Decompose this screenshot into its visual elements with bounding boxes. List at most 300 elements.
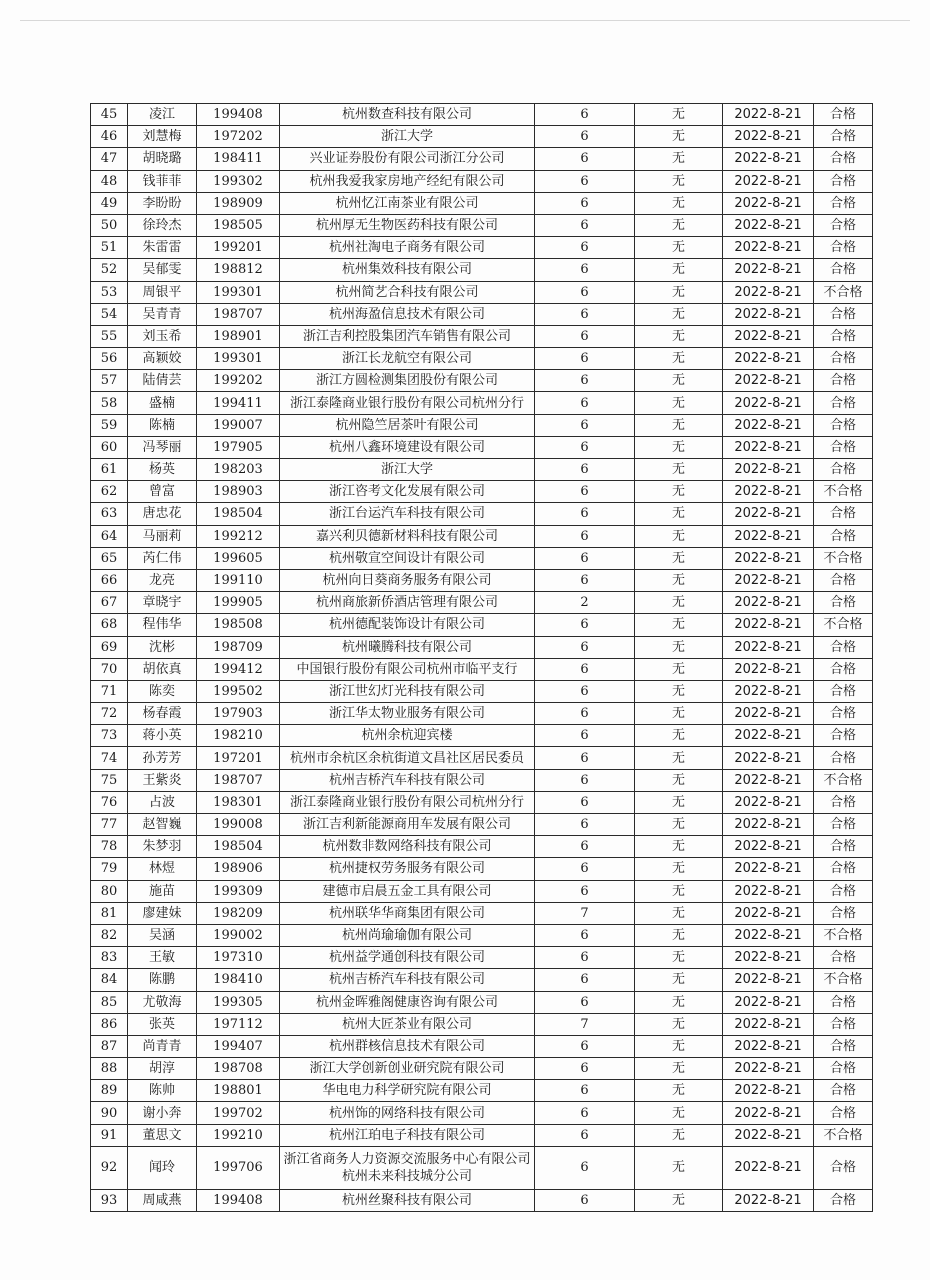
- exam-date: 2022-8-21: [723, 658, 814, 680]
- page-top-edge: [20, 20, 910, 21]
- person-name: 凌江: [128, 104, 197, 126]
- birth-date: 199002: [197, 924, 280, 946]
- exam-date: 2022-8-21: [723, 325, 814, 347]
- person-name: 杨春霞: [128, 703, 197, 725]
- class-hours: 6: [535, 858, 635, 880]
- birth-date: 199305: [197, 991, 280, 1013]
- absence-status: 无: [635, 214, 723, 236]
- birth-date: 198210: [197, 725, 280, 747]
- work-unit: 杭州海盈信息技术有限公司: [280, 303, 535, 325]
- exam-result: 合格: [814, 791, 873, 813]
- class-hours: 6: [535, 1102, 635, 1124]
- absence-status: 无: [635, 237, 723, 259]
- work-unit: 杭州忆江南茶业有限公司: [280, 192, 535, 214]
- exam-date: 2022-8-21: [723, 569, 814, 591]
- table-row: [91, 392, 873, 414]
- exam-result: 合格: [814, 902, 873, 924]
- table-row: [91, 769, 873, 791]
- person-name: 程伟华: [128, 614, 197, 636]
- exam-result: 合格: [814, 725, 873, 747]
- exam-date: 2022-8-21: [723, 148, 814, 170]
- person-name: 吴涵: [128, 924, 197, 946]
- absence-status: 无: [635, 481, 723, 503]
- absence-status: 无: [635, 658, 723, 680]
- absence-status: 无: [635, 836, 723, 858]
- exam-date: 2022-8-21: [723, 969, 814, 991]
- class-hours: 6: [535, 747, 635, 769]
- class-hours: 6: [535, 1189, 635, 1211]
- absence-status: 无: [635, 1013, 723, 1035]
- table-row: [91, 569, 873, 591]
- person-name: 杨英: [128, 459, 197, 481]
- class-hours: 6: [535, 1080, 635, 1102]
- birth-date: 198707: [197, 303, 280, 325]
- row-number: 62: [91, 481, 128, 503]
- exam-result: 合格: [814, 192, 873, 214]
- work-unit: 杭州吉桥汽车科技有限公司: [280, 969, 535, 991]
- exam-date: 2022-8-21: [723, 947, 814, 969]
- table-row: [91, 969, 873, 991]
- birth-date: 199202: [197, 370, 280, 392]
- person-name: 吴郁雯: [128, 259, 197, 281]
- exam-date: 2022-8-21: [723, 880, 814, 902]
- exam-result: 合格: [814, 836, 873, 858]
- table-row: [91, 1035, 873, 1057]
- row-number: 49: [91, 192, 128, 214]
- person-name: 章晓宇: [128, 592, 197, 614]
- birth-date: 199302: [197, 170, 280, 192]
- exam-date: 2022-8-21: [723, 725, 814, 747]
- table-row: [91, 503, 873, 525]
- class-hours: 6: [535, 547, 635, 569]
- class-hours: 6: [535, 658, 635, 680]
- exam-result: 不合格: [814, 481, 873, 503]
- class-hours: 6: [535, 991, 635, 1013]
- exam-result: 合格: [814, 947, 873, 969]
- exam-date: 2022-8-21: [723, 814, 814, 836]
- row-number: 48: [91, 170, 128, 192]
- work-unit: 杭州捷权劳务服务有限公司: [280, 858, 535, 880]
- row-number: 86: [91, 1013, 128, 1035]
- work-unit: 杭州尚瑜瑜伽有限公司: [280, 924, 535, 946]
- exam-date: 2022-8-21: [723, 525, 814, 547]
- exam-date: 2022-8-21: [723, 414, 814, 436]
- exam-date: 2022-8-21: [723, 1035, 814, 1057]
- person-name: 谢小奔: [128, 1102, 197, 1124]
- person-name: 高颖姣: [128, 348, 197, 370]
- table-row: [91, 924, 873, 946]
- exam-date: 2022-8-21: [723, 281, 814, 303]
- row-number: 80: [91, 880, 128, 902]
- class-hours: 7: [535, 1013, 635, 1035]
- table-row: [91, 281, 873, 303]
- person-name: 钱菲菲: [128, 170, 197, 192]
- table-row: [91, 947, 873, 969]
- table-row: [91, 436, 873, 458]
- exam-result: 合格: [814, 170, 873, 192]
- row-number: 47: [91, 148, 128, 170]
- row-number: 77: [91, 814, 128, 836]
- work-unit: 浙江方圆检测集团股份有限公司: [280, 370, 535, 392]
- exam-date: 2022-8-21: [723, 214, 814, 236]
- exam-result: 合格: [814, 680, 873, 702]
- absence-status: 无: [635, 547, 723, 569]
- exam-result: 不合格: [814, 1124, 873, 1146]
- table-row: [91, 370, 873, 392]
- work-unit: 兴业证券股份有限公司浙江分公司: [280, 148, 535, 170]
- work-unit: 杭州联华华商集团有限公司: [280, 902, 535, 924]
- exam-result: 合格: [814, 414, 873, 436]
- birth-date: 199301: [197, 348, 280, 370]
- absence-status: 无: [635, 969, 723, 991]
- absence-status: 无: [635, 858, 723, 880]
- work-unit: 杭州隐竺居茶叶有限公司: [280, 414, 535, 436]
- absence-status: 无: [635, 703, 723, 725]
- exam-result: 合格: [814, 592, 873, 614]
- person-name: 王敏: [128, 947, 197, 969]
- class-hours: 6: [535, 414, 635, 436]
- table-row: [91, 1080, 873, 1102]
- class-hours: 6: [535, 481, 635, 503]
- birth-date: 198909: [197, 192, 280, 214]
- row-number: 51: [91, 237, 128, 259]
- exam-result: 合格: [814, 1189, 873, 1211]
- person-name: 陈帅: [128, 1080, 197, 1102]
- class-hours: 6: [535, 348, 635, 370]
- exam-result: 合格: [814, 1013, 873, 1035]
- class-hours: 6: [535, 259, 635, 281]
- exam-result: 合格: [814, 303, 873, 325]
- absence-status: 无: [635, 747, 723, 769]
- table-row: [91, 902, 873, 924]
- person-name: 马丽莉: [128, 525, 197, 547]
- person-name: 盛楠: [128, 392, 197, 414]
- row-number: 59: [91, 414, 128, 436]
- row-number: 91: [91, 1124, 128, 1146]
- class-hours: 6: [535, 814, 635, 836]
- exam-result: 合格: [814, 1102, 873, 1124]
- table-row: [91, 1013, 873, 1035]
- table-row: [91, 725, 873, 747]
- exam-result: 合格: [814, 525, 873, 547]
- exam-date: 2022-8-21: [723, 503, 814, 525]
- birth-date: 198708: [197, 1058, 280, 1080]
- person-name: 赵智巍: [128, 814, 197, 836]
- birth-date: 199301: [197, 281, 280, 303]
- row-number: 58: [91, 392, 128, 414]
- row-number: 90: [91, 1102, 128, 1124]
- row-number: 79: [91, 858, 128, 880]
- birth-date: 198203: [197, 459, 280, 481]
- row-number: 73: [91, 725, 128, 747]
- exam-result: 合格: [814, 814, 873, 836]
- person-name: 芮仁伟: [128, 547, 197, 569]
- exam-result: 合格: [814, 259, 873, 281]
- birth-date: 197202: [197, 126, 280, 148]
- absence-status: 无: [635, 1102, 723, 1124]
- person-name: 陈鹏: [128, 969, 197, 991]
- row-number: 88: [91, 1058, 128, 1080]
- person-name: 吴青青: [128, 303, 197, 325]
- work-unit: 嘉兴利贝德新材料科技有限公司: [280, 525, 535, 547]
- absence-status: 无: [635, 991, 723, 1013]
- person-name: 胡晓璐: [128, 148, 197, 170]
- class-hours: 6: [535, 237, 635, 259]
- absence-status: 无: [635, 148, 723, 170]
- class-hours: 6: [535, 1035, 635, 1057]
- absence-status: 无: [635, 636, 723, 658]
- exam-date: 2022-8-21: [723, 303, 814, 325]
- person-name: 陈楠: [128, 414, 197, 436]
- exam-date: 2022-8-21: [723, 481, 814, 503]
- exam-result: 合格: [814, 148, 873, 170]
- class-hours: 6: [535, 703, 635, 725]
- exam-date: 2022-8-21: [723, 392, 814, 414]
- absence-status: 无: [635, 1189, 723, 1211]
- birth-date: 198504: [197, 503, 280, 525]
- birth-date: 199110: [197, 569, 280, 591]
- absence-status: 无: [635, 592, 723, 614]
- work-unit: 浙江泰隆商业银行股份有限公司杭州分行: [280, 392, 535, 414]
- work-unit: 杭州八鑫环境建设有限公司: [280, 436, 535, 458]
- class-hours: 6: [535, 924, 635, 946]
- exam-date: 2022-8-21: [723, 259, 814, 281]
- exam-result: 合格: [814, 126, 873, 148]
- absence-status: 无: [635, 126, 723, 148]
- class-hours: 6: [535, 836, 635, 858]
- class-hours: 6: [535, 503, 635, 525]
- work-unit: 杭州群核信息技术有限公司: [280, 1035, 535, 1057]
- work-unit: 浙江华太物业服务有限公司: [280, 703, 535, 725]
- birth-date: 198504: [197, 836, 280, 858]
- exam-result: 合格: [814, 1146, 873, 1189]
- row-number: 57: [91, 370, 128, 392]
- absence-status: 无: [635, 414, 723, 436]
- birth-date: 199408: [197, 1189, 280, 1211]
- table-row: [91, 703, 873, 725]
- birth-date: 199201: [197, 237, 280, 259]
- row-number: 46: [91, 126, 128, 148]
- absence-status: 无: [635, 924, 723, 946]
- class-hours: 6: [535, 281, 635, 303]
- class-hours: 6: [535, 170, 635, 192]
- absence-status: 无: [635, 104, 723, 126]
- row-number: 87: [91, 1035, 128, 1057]
- person-name: 尚青青: [128, 1035, 197, 1057]
- birth-date: 199605: [197, 547, 280, 569]
- work-unit: 杭州简艺合科技有限公司: [280, 281, 535, 303]
- row-number: 60: [91, 436, 128, 458]
- birth-date: 197905: [197, 436, 280, 458]
- exam-date: 2022-8-21: [723, 1146, 814, 1189]
- exam-result: 合格: [814, 436, 873, 458]
- exam-date: 2022-8-21: [723, 1013, 814, 1035]
- table-row: [91, 303, 873, 325]
- exam-date: 2022-8-21: [723, 924, 814, 946]
- birth-date: 199502: [197, 680, 280, 702]
- birth-date: 197310: [197, 947, 280, 969]
- exam-date: 2022-8-21: [723, 902, 814, 924]
- absence-status: 无: [635, 503, 723, 525]
- row-number: 45: [91, 104, 128, 126]
- exam-result: 合格: [814, 392, 873, 414]
- person-name: 冯琴丽: [128, 436, 197, 458]
- row-number: 61: [91, 459, 128, 481]
- birth-date: 198505: [197, 214, 280, 236]
- birth-date: 198709: [197, 636, 280, 658]
- table-row: [91, 170, 873, 192]
- table-row: [91, 592, 873, 614]
- work-unit: 杭州社淘电子商务有限公司: [280, 237, 535, 259]
- exam-date: 2022-8-21: [723, 547, 814, 569]
- class-hours: 6: [535, 1124, 635, 1146]
- person-name: 唐忠花: [128, 503, 197, 525]
- class-hours: 6: [535, 769, 635, 791]
- absence-status: 无: [635, 614, 723, 636]
- absence-status: 无: [635, 392, 723, 414]
- birth-date: 197112: [197, 1013, 280, 1035]
- birth-date: 199210: [197, 1124, 280, 1146]
- row-number: 83: [91, 947, 128, 969]
- exam-date: 2022-8-21: [723, 747, 814, 769]
- class-hours: 6: [535, 126, 635, 148]
- class-hours: 7: [535, 902, 635, 924]
- work-unit: 杭州江珀电子科技有限公司: [280, 1124, 535, 1146]
- work-unit: 杭州丝聚科技有限公司: [280, 1189, 535, 1211]
- work-unit: 浙江咨考文化发展有限公司: [280, 481, 535, 503]
- absence-status: 无: [635, 1035, 723, 1057]
- person-name: 孙芳芳: [128, 747, 197, 769]
- row-number: 71: [91, 680, 128, 702]
- birth-date: 198801: [197, 1080, 280, 1102]
- birth-date: 199309: [197, 880, 280, 902]
- table-row: [91, 747, 873, 769]
- table-row: [91, 858, 873, 880]
- class-hours: 6: [535, 947, 635, 969]
- table-row: [91, 214, 873, 236]
- row-number: 85: [91, 991, 128, 1013]
- table-row: [91, 636, 873, 658]
- birth-date: 197903: [197, 703, 280, 725]
- class-hours: 6: [535, 725, 635, 747]
- class-hours: 6: [535, 680, 635, 702]
- class-hours: 6: [535, 791, 635, 813]
- work-unit: 杭州吉桥汽车科技有限公司: [280, 769, 535, 791]
- person-name: 施苗: [128, 880, 197, 902]
- exam-date: 2022-8-21: [723, 1189, 814, 1211]
- absence-status: 无: [635, 325, 723, 347]
- table-row: [91, 414, 873, 436]
- exam-date: 2022-8-21: [723, 436, 814, 458]
- person-name: 刘慧梅: [128, 126, 197, 148]
- absence-status: 无: [635, 880, 723, 902]
- work-unit: 杭州敬宣空间设计有限公司: [280, 547, 535, 569]
- birth-date: 198903: [197, 481, 280, 503]
- birth-date: 197201: [197, 747, 280, 769]
- person-name: 张英: [128, 1013, 197, 1035]
- person-name: 董思文: [128, 1124, 197, 1146]
- table-row: [91, 1102, 873, 1124]
- table-row: [91, 836, 873, 858]
- person-name: 周银平: [128, 281, 197, 303]
- birth-date: 199905: [197, 592, 280, 614]
- exam-date: 2022-8-21: [723, 592, 814, 614]
- row-number: 67: [91, 592, 128, 614]
- absence-status: 无: [635, 170, 723, 192]
- absence-status: 无: [635, 303, 723, 325]
- person-name: 陆倩芸: [128, 370, 197, 392]
- table-row: [91, 1189, 873, 1211]
- class-hours: 6: [535, 525, 635, 547]
- row-number: 75: [91, 769, 128, 791]
- birth-date: 198410: [197, 969, 280, 991]
- class-hours: 6: [535, 392, 635, 414]
- table-row: [91, 259, 873, 281]
- exam-result: 合格: [814, 459, 873, 481]
- absence-status: 无: [635, 525, 723, 547]
- table-row: [91, 880, 873, 902]
- birth-date: 199212: [197, 525, 280, 547]
- absence-status: 无: [635, 459, 723, 481]
- absence-status: 无: [635, 902, 723, 924]
- exam-result: 合格: [814, 348, 873, 370]
- work-unit: 杭州市余杭区余杭街道文昌社区居民委员: [280, 747, 535, 769]
- birth-date: 198508: [197, 614, 280, 636]
- exam-result: 合格: [814, 1080, 873, 1102]
- work-unit: 杭州数查科技有限公司: [280, 104, 535, 126]
- absence-status: 无: [635, 192, 723, 214]
- exam-date: 2022-8-21: [723, 636, 814, 658]
- absence-status: 无: [635, 769, 723, 791]
- exam-result: 合格: [814, 370, 873, 392]
- row-number: 63: [91, 503, 128, 525]
- class-hours: 6: [535, 969, 635, 991]
- work-unit: 浙江长龙航空有限公司: [280, 348, 535, 370]
- work-unit: 杭州向日葵商务服务有限公司: [280, 569, 535, 591]
- exam-date: 2022-8-21: [723, 237, 814, 259]
- person-name: 王紫炎: [128, 769, 197, 791]
- class-hours: 6: [535, 459, 635, 481]
- birth-date: 199407: [197, 1035, 280, 1057]
- work-unit: 杭州我爱我家房地产经纪有限公司: [280, 170, 535, 192]
- table-row: [91, 481, 873, 503]
- absence-status: 无: [635, 348, 723, 370]
- exam-result: 合格: [814, 991, 873, 1013]
- exam-result: 合格: [814, 658, 873, 680]
- birth-date: 198411: [197, 148, 280, 170]
- table-row: [91, 791, 873, 813]
- work-unit: 杭州厚无生物医药科技有限公司: [280, 214, 535, 236]
- row-number: 92: [91, 1146, 128, 1189]
- birth-date: 198812: [197, 259, 280, 281]
- exam-result: 不合格: [814, 614, 873, 636]
- exam-result: 不合格: [814, 281, 873, 303]
- work-unit: 浙江吉利新能源商用车发展有限公司: [280, 814, 535, 836]
- person-name: 蒋小英: [128, 725, 197, 747]
- row-number: 81: [91, 902, 128, 924]
- birth-date: 199706: [197, 1146, 280, 1189]
- table-row: [91, 192, 873, 214]
- work-unit: 浙江泰隆商业银行股份有限公司杭州分行: [280, 791, 535, 813]
- class-hours: 6: [535, 636, 635, 658]
- table-row: [91, 525, 873, 547]
- birth-date: 199411: [197, 392, 280, 414]
- row-number: 76: [91, 791, 128, 813]
- birth-date: 199008: [197, 814, 280, 836]
- row-number: 93: [91, 1189, 128, 1211]
- table-row: [91, 680, 873, 702]
- exam-result: 合格: [814, 880, 873, 902]
